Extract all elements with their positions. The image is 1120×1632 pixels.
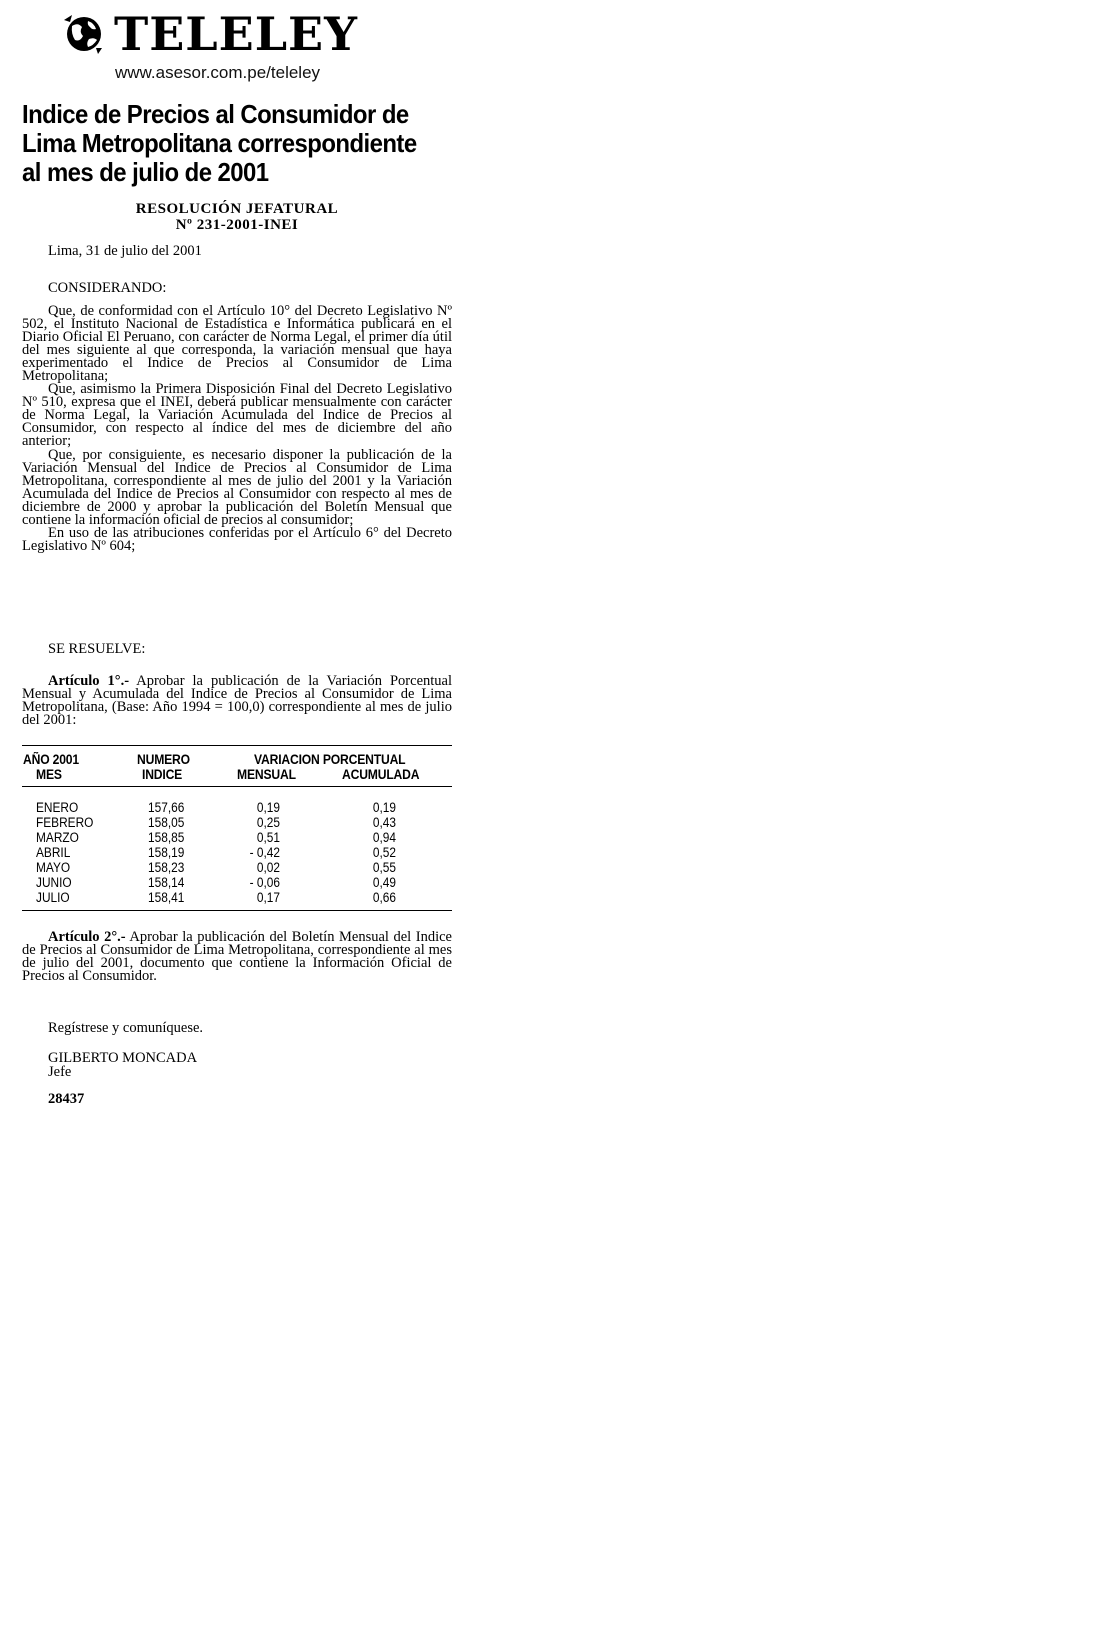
closing-line: Regístrese y comuníquese. [48, 1020, 204, 1036]
cell-cumulative: 0,55 [372, 860, 396, 875]
cell-index: 158,85 [148, 830, 185, 845]
cell-index: 158,23 [148, 860, 185, 875]
article-2-text: Aprobar la publicación del Boletín Mensual del Indice de Precios al Consumidor de Lima Metropolitana, correspondiente al mes de julio del 2001, documento que contiene la Información Oficial de Precios al Consumidor. [22, 929, 452, 985]
cell-monthly: 0,17 [256, 890, 280, 905]
globe-icon [62, 12, 106, 56]
cell-month: FEBRERO [36, 815, 94, 830]
cell-cumulative: 0,66 [372, 890, 396, 905]
resolution-heading [22, 201, 452, 233]
cell-monthly: - 0,06 [249, 875, 280, 890]
cell-cumulative: 0,43 [372, 815, 396, 830]
header-index: INDICE [142, 767, 183, 782]
signatory-title: Jefe [48, 1064, 72, 1080]
cell-index: 157,66 [148, 800, 185, 815]
consideration-paragraph: Que, por consiguiente, es necesario disponer la publicación de la Variación Mensual del Indice de Precios al Consumidor de Lima Metropolitana, correspondiente al mes de julio del 2001 y la Variación Acumulada del Indice de Precios al Consumidor con respecto al mes de diciembre de 2000 y aprobar la publicación del Boletín Mensual que contiene la información oficial de precios al consumidor; [22, 446, 452, 528]
site-url: www.asesor.com.pe/teleley [115, 63, 321, 82]
resolution-number: Nº 231-2001-INEI [175, 217, 299, 233]
cell-index: 158,19 [148, 845, 185, 860]
header-year: AÑO 2001 [23, 752, 79, 767]
considerando-heading: CONSIDERANDO: [48, 280, 167, 296]
cell-month: MAYO [36, 860, 71, 875]
resolution-type: RESOLUCIÓN JEFATURAL [135, 201, 339, 217]
considerations [22, 305, 452, 553]
cell-index: 158,14 [148, 875, 185, 890]
consideration-paragraph: En uso de las atribuciones conferidas por el Artículo 6° del Decreto Legislativo Nº 604; [22, 524, 452, 554]
cell-month: ENERO [36, 800, 79, 815]
header-monthly: MENSUAL [237, 767, 296, 782]
cell-index: 158,05 [148, 815, 185, 830]
se-resuelve-heading: SE RESUELVE: [48, 641, 146, 657]
cell-cumulative: 0,19 [372, 800, 396, 815]
document-title: Indice de Precios al Consumidor de Lima Metropolitana correspondiente al mes de julio de 2001 [22, 99, 417, 187]
table-bottom-rule [22, 910, 452, 911]
consideration-paragraph: Que, asimismo la Primera Disposición Final del Decreto Legislativo Nº 510, expresa que el INEI, deberá publicar mensualmente con carácter de Norma Legal, la Variación Acumulada del Indice de Precios al Consumidor, con respecto al índice del mes de diciembre del año anterior; [22, 381, 452, 450]
masthead [62, 6, 402, 86]
document-number: 28437 [48, 1091, 85, 1107]
article-1-text: Aprobar la publicación de la Variación Porcentual Mensual y Acumulada del Indice de Precios al Consumidor de Lima Metropolitana, (Base: Año 1994 = 100,0) correspondiente al mes de julio del 2001: [22, 673, 452, 729]
table-top-rule [22, 745, 452, 746]
signatory-name: GILBERTO MONCADA [48, 1050, 198, 1066]
cell-monthly: 0,25 [256, 815, 280, 830]
article-1 [22, 675, 452, 727]
consideration-paragraph: Que, de conformidad con el Artículo 10° del Decreto Legislativo Nº 502, el Instituto Nacional de Estadística e Informática publicará en el Diario Oficial El Peruano, con carácter de Norma Legal, el primer día útil del mes siguiente al que corresponda, la variación mensual que haya experimentado el Indice de Precios al Consumidor de Lima Metropolitana; [22, 303, 452, 385]
cell-month: ABRIL [36, 845, 71, 860]
cell-month: MARZO [36, 830, 79, 845]
cell-monthly: 0,02 [256, 860, 280, 875]
date-line: Lima, 31 de julio del 2001 [48, 243, 202, 259]
header-variation: VARIACION PORCENTUAL [254, 752, 406, 767]
cell-cumulative: 0,52 [372, 845, 396, 860]
cell-month: JUNIO [36, 875, 72, 890]
cell-cumulative: 0,49 [372, 875, 396, 890]
cell-index: 158,41 [148, 890, 185, 905]
table-header-rule [22, 786, 452, 787]
cell-monthly: 0,51 [256, 830, 280, 845]
cell-monthly: - 0,42 [249, 845, 280, 860]
article-2 [22, 931, 452, 983]
article-1-title: Artículo 1°.- [48, 673, 130, 689]
brand-logo-text: TELELEY [114, 7, 358, 61]
header-cumulative: ACUMULADA [342, 767, 420, 782]
cell-monthly: 0,19 [256, 800, 280, 815]
article-2-title: Artículo 2°.- [48, 929, 126, 945]
header-month: MES [36, 767, 62, 782]
cell-cumulative: 0,94 [372, 830, 396, 845]
cell-month: JULIO [36, 890, 70, 905]
header-number: NUMERO [137, 752, 190, 767]
